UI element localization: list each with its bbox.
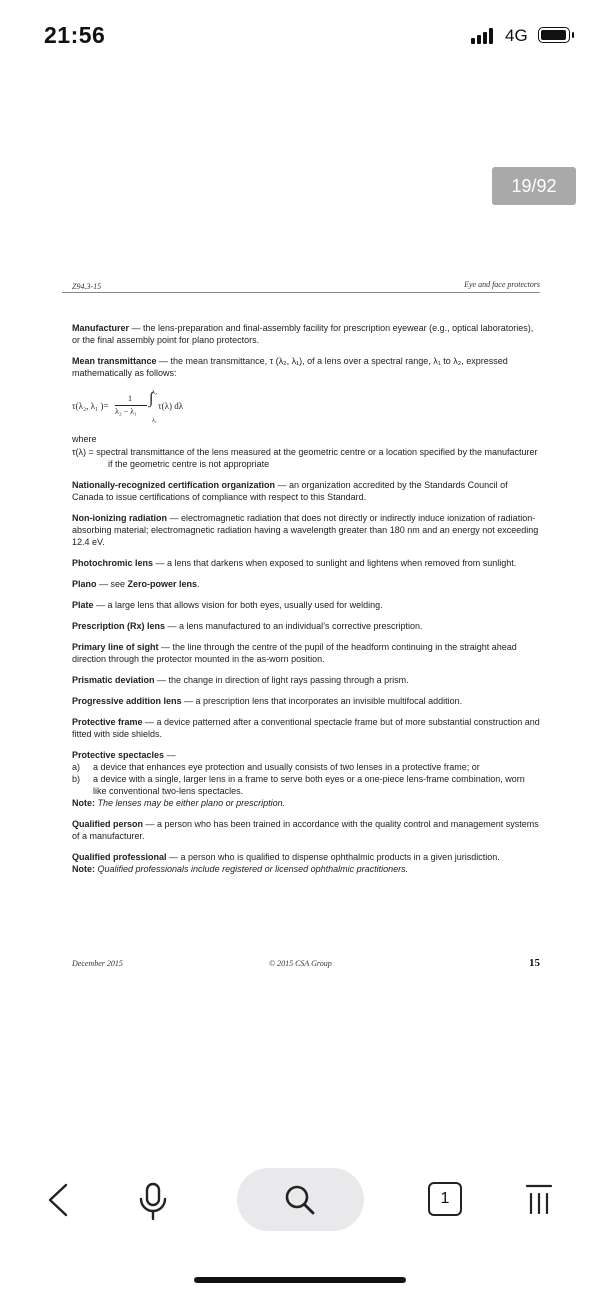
formula-integrand: τ(λ) dλ (158, 401, 184, 411)
definition-protective-spectacles (72, 749, 540, 809)
definition-term: Mean transmittance (72, 356, 157, 366)
definition-text: — a person who has been trained in accordance with the quality control and management systems of a manufacturer. (72, 819, 539, 841)
formula-lower-limit: λ₁ (152, 418, 158, 424)
definition-protective-frame (72, 716, 540, 740)
definition-non-ionizing-radiation (72, 512, 540, 548)
status-bar (0, 0, 600, 75)
microphone-icon (138, 1181, 168, 1221)
definition-progressive-addition-lens (72, 695, 540, 707)
footer-date: December 2015 (72, 959, 123, 968)
definition-term: Photochromic lens (72, 558, 154, 568)
list-item-b (72, 773, 540, 797)
definition-term: Progressive addition lens (72, 696, 182, 706)
list-text: a device that enhances eye protection and usually consists of two lenses in a protective frame; or (93, 762, 480, 772)
note (72, 797, 540, 809)
menu-icon (525, 1183, 553, 1215)
menu-button[interactable] (525, 1183, 553, 1215)
definition-qualified-person (72, 818, 540, 842)
definition-certification-organization (72, 479, 540, 503)
definition-plano (72, 578, 540, 590)
definition-text: — a person who is qualified to dispense ophthalmic products in a given jurisdiction. (166, 852, 500, 862)
note-label: Note: (72, 864, 95, 874)
where-definition: τ(λ) = spectral transmittance of the lens measured at the geometric centre or a location specified by the manufacturer if the geometric centre is not appropriate (72, 447, 538, 469)
definition-reference: Zero-power lens (127, 579, 198, 589)
definition-text: — a large lens that allows vision for both eyes, usually used for welding. (93, 600, 383, 610)
definition-primary-line-of-sight (72, 641, 540, 665)
list-text: a device with a single, larger lens in a frame to serve both eyes or a one-piece lens-frame combination, worn like conventional two-lens spectacles. (93, 774, 525, 796)
definition-term: Primary line of sight (72, 642, 159, 652)
network-type: 4G (505, 26, 528, 45)
definition-plate (72, 599, 540, 611)
note-label: Note: (72, 798, 95, 808)
definition-prismatic-deviation (72, 674, 540, 686)
bottom-toolbar (0, 1165, 600, 1235)
footer-page-number: 15 (529, 957, 540, 969)
note-text: Qualified professionals include registered or licensed ophthalmic practitioners. (95, 864, 409, 874)
definition-text: — an organization accredited by the Standards Council of Canada to issue certifications of compliance with respect to this Standard. (72, 480, 508, 502)
definition-term: Qualified person (72, 819, 144, 829)
list-label: b) (72, 774, 81, 784)
definition-text: — a prescription lens that incorporates an invisible multifocal addition. (181, 696, 463, 706)
definition-text: — the mean transmittance, τ (λ₂, λ₁), of a lens over a spectral range, λ₁ to λ₂, expressed mathematically as follows: (72, 356, 508, 378)
document-code: Z94.3-15 (72, 282, 102, 291)
definition-term: Nationally-recognized certification organization (72, 480, 276, 490)
formula-upper-limit: λ₂ (152, 390, 158, 396)
formula-lhs: τ(λ₂, λ₁ )= (72, 401, 109, 411)
status-time: 21:56 (44, 22, 106, 48)
definition-text: — see (96, 579, 128, 589)
definition-text: — the lens-preparation and final-assembly facility for prescription eyewear (e.g., optical laboratories), or the final assembly point for plano protectors. (72, 323, 534, 345)
integral-sign: ∫ (149, 390, 154, 407)
tab-count: 1 (440, 1190, 450, 1207)
footer-copyright: © 2015 CSA Group (269, 959, 332, 968)
definition-dash: — (164, 750, 176, 760)
transmittance-formula (72, 385, 540, 427)
definition-text: — electromagnetic radiation that does not directly or indirectly induce ionization of radiation-absorbing material; electromagnetic radiation having a wavelength greater than 180 nm and an energy not exceeding 12.4 eV. (72, 513, 539, 547)
definition-qualified-professional (72, 851, 540, 875)
formula-denominator: λ₂ − λ₁ (115, 407, 137, 416)
definition-term: Qualified professional (72, 852, 167, 862)
tabs-button[interactable] (428, 1182, 462, 1216)
home-indicator[interactable] (194, 1277, 406, 1283)
document-footer (72, 957, 540, 971)
definition-term: Protective spectacles (72, 750, 165, 760)
definition-text: — a lens that darkens when exposed to sunlight and lightens when removed from sunlight. (153, 558, 517, 568)
document-body (62, 322, 540, 875)
note-text: The lenses may be either plano or prescription. (95, 798, 286, 808)
definition-term: Plano (72, 579, 97, 589)
definition-term: Non-ionizing radiation (72, 513, 167, 523)
page-indicator: 19/92 (492, 167, 576, 205)
definition-text: — a device patterned after a conventional spectacle frame but of more substantial construction and fitted with side shields. (72, 717, 540, 739)
definition-term: Prescription (Rx) lens (72, 621, 166, 631)
signal-strength-icon (471, 28, 499, 44)
definition-term: Prismatic deviation (72, 675, 155, 685)
definition-term: Manufacturer (72, 323, 130, 333)
list-label: a) (72, 762, 81, 772)
search-button[interactable] (237, 1168, 364, 1231)
definition-manufacturer (72, 322, 540, 346)
list-item-a (72, 761, 540, 773)
definition-term: Plate (72, 600, 94, 610)
definition-photochromic-lens (72, 557, 540, 569)
document-page (62, 272, 540, 884)
voice-search-button[interactable] (138, 1181, 168, 1221)
chevron-left-icon (44, 1183, 74, 1217)
search-icon (284, 1184, 316, 1216)
formula-numerator: 1 (128, 394, 132, 403)
back-button[interactable] (44, 1183, 74, 1217)
document-title: Eye and face protectors (464, 280, 540, 289)
definition-text: — the change in direction of light rays passing through a prism. (154, 675, 409, 685)
definition-mean-transmittance (72, 355, 540, 379)
definition-text: — the line through the centre of the pupil of the headform continuing in the straight ahead direction through the protector mounted in the as-worn position. (72, 642, 517, 664)
definition-term: Protective frame (72, 717, 143, 727)
battery-icon (538, 27, 570, 43)
document-header (62, 272, 540, 293)
definition-prescription-lens (72, 620, 540, 632)
where-label: where (72, 434, 97, 444)
definition-tail: . (197, 579, 200, 589)
note (72, 863, 540, 875)
definition-text: — a lens manufactured to an individual’s corrective prescription. (165, 621, 423, 631)
